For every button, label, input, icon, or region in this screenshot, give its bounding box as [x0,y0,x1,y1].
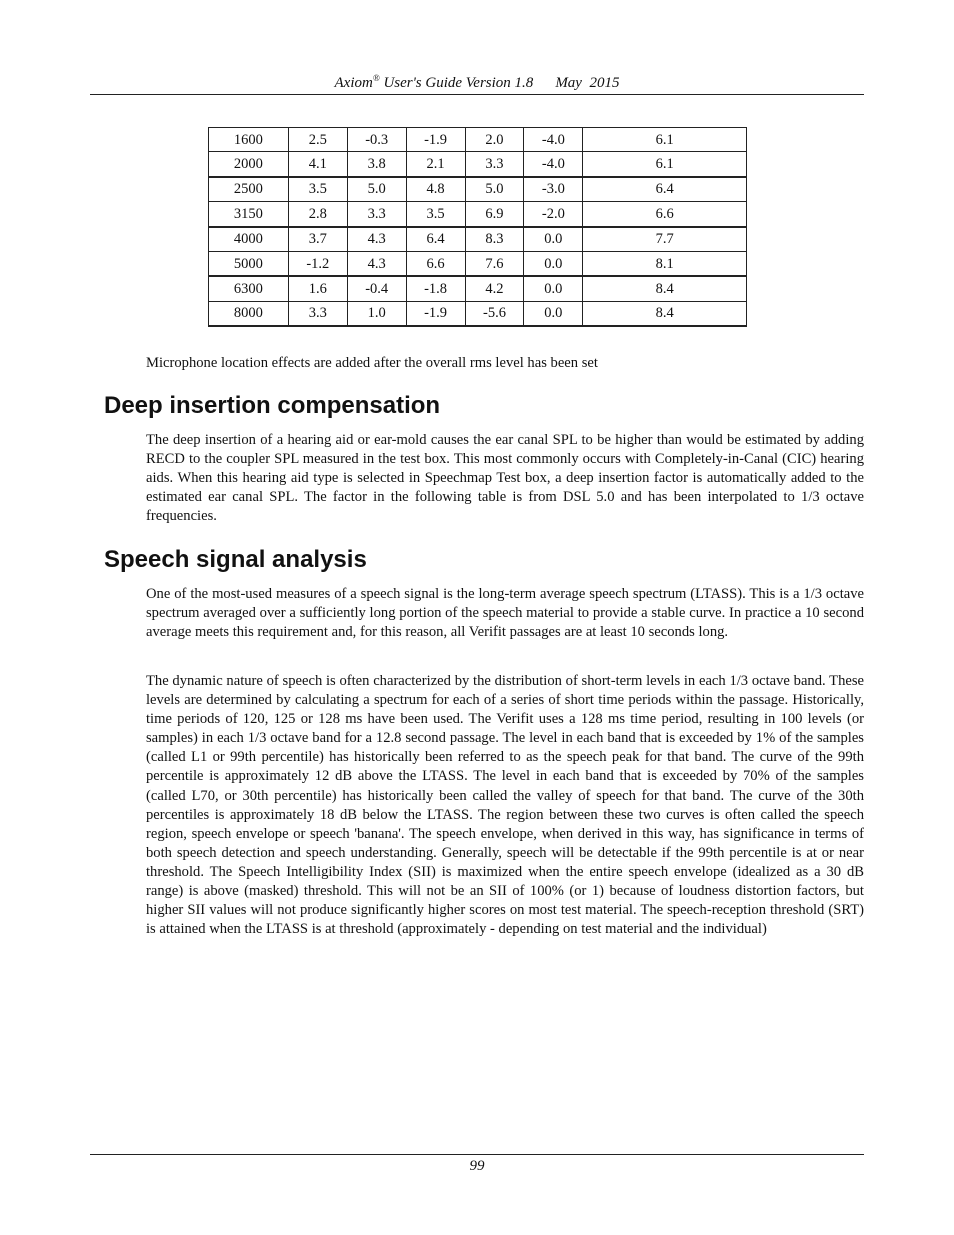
table-cell: 8.1 [583,251,747,276]
table-cell: -0.3 [347,128,406,152]
table-cell: -1.9 [406,128,465,152]
table-row [209,301,747,326]
table-cell: 1600 [209,128,289,152]
table-cell: -5.6 [465,301,524,326]
footer-rule [90,1154,864,1155]
table-cell: 0.0 [524,251,583,276]
table-cell: 6.6 [583,202,747,227]
table-cell: 4000 [209,227,289,252]
table-cell: 5000 [209,251,289,276]
table-cell: 8.4 [583,301,747,326]
section-heading-speech-analysis: Speech signal analysis [104,546,367,573]
registered-mark: ® [372,73,380,83]
table-cell: 3.8 [347,152,406,177]
table-cell: 0.0 [524,301,583,326]
table-row [209,227,747,252]
table-cell: -0.4 [347,276,406,301]
table-row [209,177,747,202]
section-heading-deep-insertion: Deep insertion compensation [104,392,441,419]
table-row [209,128,747,152]
table-cell: 0.0 [524,227,583,252]
table-cell: 2000 [209,152,289,177]
table-cell: 6.4 [406,227,465,252]
table-cell: 4.8 [406,177,465,202]
table-cell: 7.7 [583,227,747,252]
table-cell: -4.0 [524,128,583,152]
table-cell: 3.3 [465,152,524,177]
deep-insertion-table [208,127,747,327]
table-cell: 4.2 [465,276,524,301]
table-cell: 2500 [209,177,289,202]
table-cell: 3.7 [288,227,347,252]
table-cell: 3150 [209,202,289,227]
table-cell: 5.0 [347,177,406,202]
table-cell: 3.5 [406,202,465,227]
table-cell: 2.0 [465,128,524,152]
table-row [209,276,747,301]
table-cell: 6300 [209,276,289,301]
table-row [209,152,747,177]
table-cell: 7.6 [465,251,524,276]
table-cell: 4.3 [347,251,406,276]
table-cell: 6.9 [465,202,524,227]
microphone-note: Microphone location effects are added after the overall rms level has been set [146,355,598,371]
page-number: 99 [469,1158,485,1174]
table-cell: 5.0 [465,177,524,202]
table-cell: 3.5 [288,177,347,202]
table-cell: 8.4 [583,276,747,301]
header-brand: Axiom [334,75,373,91]
table-cell: 6.6 [406,251,465,276]
table-cell: 1.6 [288,276,347,301]
table-row [209,202,747,227]
table-cell: 2.5 [288,128,347,152]
table-cell: 8.3 [465,227,524,252]
table-cell: 0.0 [524,276,583,301]
table-cell: 4.1 [288,152,347,177]
page-header [90,68,864,95]
table-cell: -1.8 [406,276,465,301]
table-cell: -1.9 [406,301,465,326]
speech-analysis-paragraph-1: One of the most-used measures of a speech signal is the long-term average speech spectrum (LTASS). This is a 1/3 octave spectrum averaged over a sufficiently long portion of the speech material to provide a stable curve. In practice a 10 second average meets this requirement and, for this reason, all Verifit passages are at least 10 seconds long. [146,586,864,641]
table-cell: 1.0 [347,301,406,326]
speech-analysis-paragraph-2: The dynamic nature of speech is often characterized by the distribution of short-term levels in each 1/3 octave band. These levels are determined by calculating a spectrum for each of a series of short time periods within the passage. Historically, time periods of 120, 125 or 128 ms have been used. The Verifit uses a 128 ms time period, resulting in 100 levels (or samples) in each 1/3 octave band for a 12.8 second passage. The level in each band that is exceeded by 1% of the samples (called L1 or 99th percentile) has historically been referred to as the speech peak for that band. The curve of the 99th percentile is approximately 12 dB above the LTASS. The level in each band that is exceeded by 70% of the samples (called L70, or 30th percentile) has historically been called the valley of speech for that band. The curve of the 30th percentiles is approximately 18 dB below the LTASS. The region between these two curves is often called the speech region, speech envelope or speech 'banana'. The speech envelope, when derived in this way, has significance in terms of both speech detection and speech understanding. Generally, speech will be detectable if the 99th percentile is at or near threshold. The Speech Intelligibility Index (SII) is maximized when the entire speech envelope (idealized as a 30 dB range) is above (masked) threshold. This will not be an SII of 100% (or 1) because of loudness distortion factors, but higher SII values will not produce significantly higher scores on most test material. The speech-reception threshold (SRT) is attained when the LTASS is at threshold (approximately - depending on test material and the individual) [146,673,864,938]
table-cell: 2.8 [288,202,347,227]
table-cell: 8000 [209,301,289,326]
table-cell: 2.1 [406,152,465,177]
table-cell: -3.0 [524,177,583,202]
table-cell: 3.3 [288,301,347,326]
table-cell: -4.0 [524,152,583,177]
table-row [209,251,747,276]
header-date: May 2015 [555,75,620,91]
deep-insertion-paragraph: The deep insertion of a hearing aid or ear-mold causes the ear canal SPL to be higher than would be estimated by adding RECD to the coupler SPL measured in the test box. This most commonly occurs with Completely-in-Canal (CIC) hearing aids. When this hearing aid type is selected in Speechmap Test box, a deep insertion factor is automatically added to the estimated ear canal SPL. The factor in the following table is from DSL 5.0 and has been interpolated to 1/3 octave frequencies. [146,432,864,525]
table-body [209,128,747,327]
header-guide-title: User's Guide Version 1.8 [383,75,534,91]
table-cell: 4.3 [347,227,406,252]
table-cell: 6.1 [583,152,747,177]
table-cell: 3.3 [347,202,406,227]
table-cell: -1.2 [288,251,347,276]
table-cell: -2.0 [524,202,583,227]
table-cell: 6.1 [583,128,747,152]
table-cell: 6.4 [583,177,747,202]
